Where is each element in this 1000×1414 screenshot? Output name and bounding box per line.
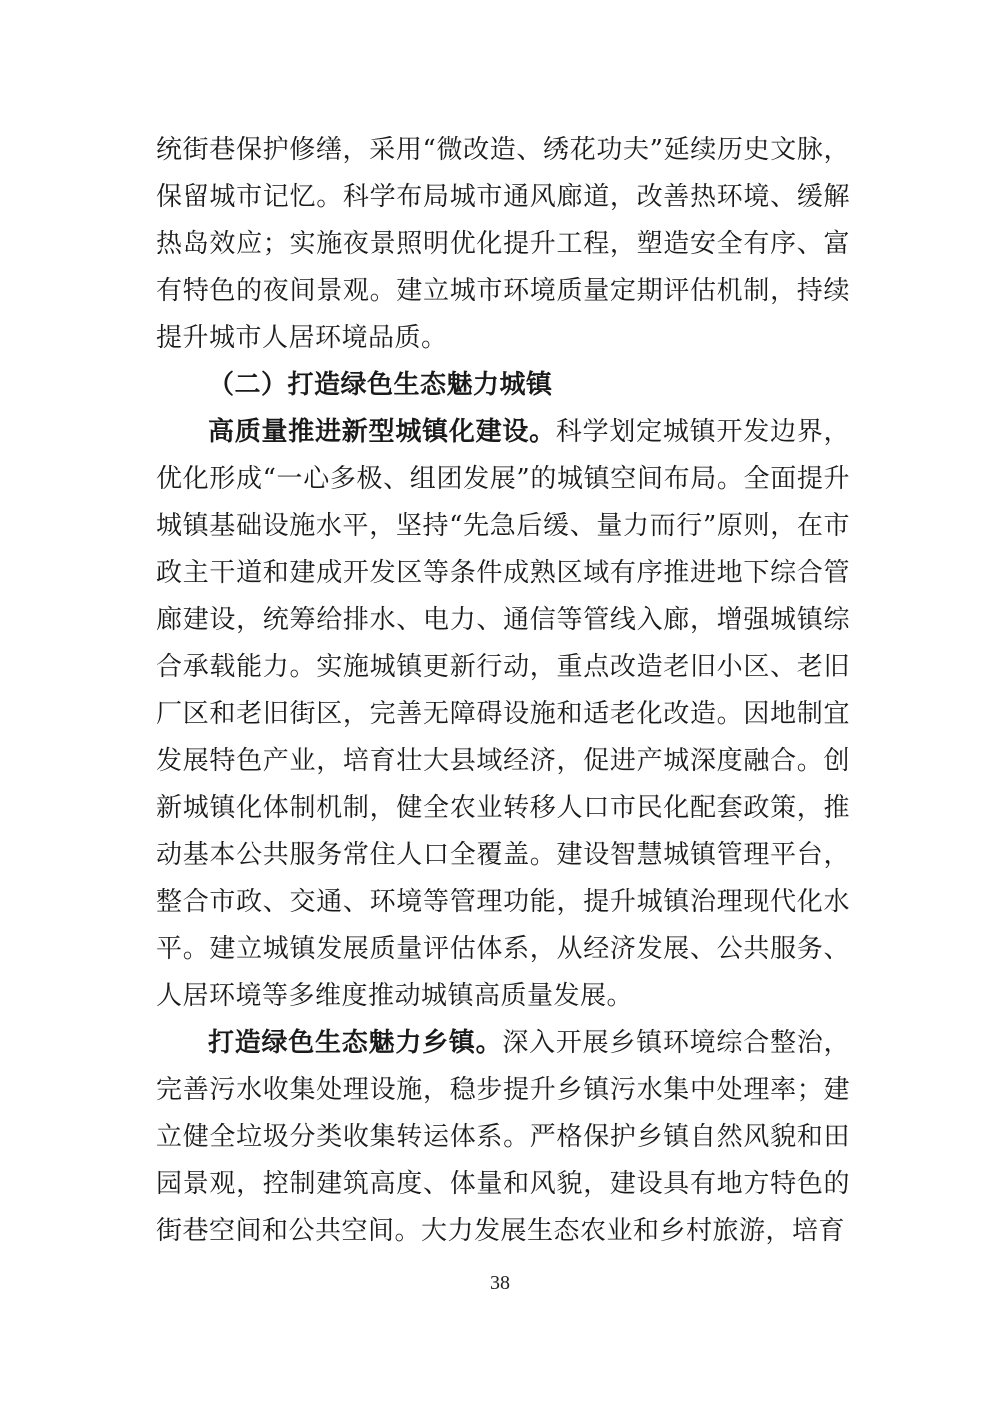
paragraph-townships	[156, 1020, 850, 1255]
paragraph-body-urbanization: 科学划定城镇开发边界，优化形成“一心多极、组团发展”的城镇空间布局。全面提升城镇基础设施水平，坚持“先急后缓、量力而行”原则，在市政主干道和建成开发区等条件成熟区域有序推进地下综合管廊建设，统筹给排水、电力、通信等管线入廊，增强城镇综合承载能力。实施城镇更新行动，重点改造老旧小区、老旧厂区和老旧街区，完善无障碍设施和适老化改造。因地制宜发展特色产业，培育壮大县域经济，促进产城深度融合。创新城镇化体制机制，健全农业转移人口市民化配套政策，推动基本公共服务常住人口全覆盖。建设智慧城镇管理平台，整合市政、交通、环境等管理功能，提升城镇治理现代化水平。建立城镇发展质量评估体系，从经济发展、公共服务、人居环境等多维度推动城镇高质量发展。	[156, 417, 850, 1011]
section-heading: （二）打造绿色生态魅力城镇	[208, 370, 553, 400]
paragraph-lead-urbanization: 高质量推进新型城镇化建设。	[208, 417, 556, 447]
paragraph-lead-townships: 打造绿色生态魅力乡镇。	[208, 1028, 503, 1058]
paragraph-urbanization	[156, 409, 850, 1020]
body-text	[156, 127, 850, 1255]
page-number: 38	[490, 1272, 510, 1294]
paragraph-continued: 统街巷保护修缮，采用“微改造、绣花功夫”延续历史文脉，保留城市记忆。科学布局城市通风廊道，改善热环境、缓解热岛效应；实施夜景照明优化提升工程，塑造安全有序、富有特色的夜间景观。建立城市环境质量定期评估机制，持续提升城市人居环境品质。	[156, 135, 850, 353]
paragraph-body-townships: 深入开展乡镇环境综合整治，完善污水收集处理设施，稳步提升乡镇污水集中处理率；建立健全垃圾分类收集转运体系。严格保护乡镇自然风貌和田园景观，控制建筑高度、体量和风貌，建设具有地方特色的街巷空间和公共空间。大力发展生态农业和乡村旅游，培育	[156, 1028, 850, 1246]
